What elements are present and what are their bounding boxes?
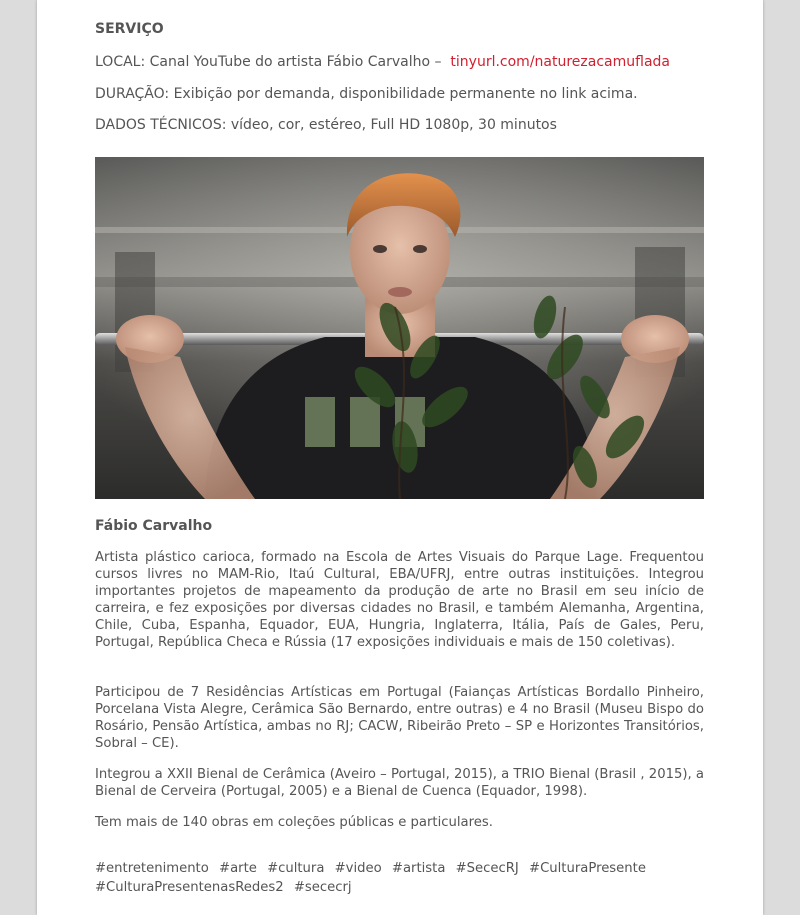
service-heading: SERVIÇO <box>95 21 164 37</box>
article-page <box>37 0 763 915</box>
hashtag[interactable]: #entretenimento <box>95 861 209 876</box>
artist-photo <box>95 157 704 499</box>
local-label: LOCAL: Canal YouTube do artista Fábio Carvalho – <box>95 54 442 70</box>
hashtag[interactable]: #arte <box>219 861 257 876</box>
hashtag[interactable]: #sececrj <box>293 880 352 895</box>
hashtag[interactable]: #cultura <box>267 861 325 876</box>
artist-bio-paragraph-2: Participou de 7 Residências Artísticas em Portugal (Faianças Artísticas Bordallo Pinheiro, Porcelana Vista Alegre, Cerâmica São Bernardo, entre outras) e 4 no Brasil (Museu Bispo do Rosário, Pensão Artística, ambas no RJ; CACW, Ribeirão Preto – SP e Horizontes Transitórios, Sobral – CE). <box>95 685 704 751</box>
artist-name: Fábio Carvalho <box>95 518 213 534</box>
technical-data-line: DADOS TÉCNICOS: vídeo, cor, estéreo, Full HD 1080p, 30 minutos <box>95 117 557 133</box>
duration-line: DURAÇÃO: Exibição por demanda, disponibilidade permanente no link acima. <box>95 86 638 102</box>
local-line <box>95 54 670 70</box>
hashtag[interactable]: #video <box>334 861 382 876</box>
artist-bio-paragraph-3: Integrou a XXII Bienal de Cerâmica (Aveiro – Portugal, 2015), a TRIO Bienal (Brasil , 2015), a Bienal de Cerveira (Portugal, 2005) e a Bienal de Cuenca (Equador, 1998). <box>95 767 704 799</box>
artist-bio-paragraph-4: Tem mais de 140 obras em coleções públicas e particulares. <box>95 815 493 830</box>
artist-bio-paragraph-1: Artista plástico carioca, formado na Escola de Artes Visuais do Parque Lage. Frequentou cursos livres no MAM-Rio, Itaú Cultural, EBA/UFRJ, entre outras instituições. Integrou importantes projetos de mapeamento da produção de arte no Brasil em seu início de carreira, e fez exposições por diversas cidades no Brasil, e também Alemanha, Argentina, Chile, Cuba, Espanha, Equador, EUA, Hungria, Inglaterra, Itália, País de Gales, Peru, Portugal, República Checa e Rússia (17 exposições individuais e mais de 150 coletivas). <box>95 550 704 650</box>
youtube-link[interactable]: tinyurl.com/naturezacamuflada <box>450 54 670 70</box>
hashtag[interactable]: #artista <box>391 861 446 876</box>
hashtag[interactable]: #SececRJ <box>455 861 519 876</box>
hashtag-list <box>95 859 710 897</box>
hashtag[interactable]: #CulturaPresentenasRedes2 <box>95 880 284 895</box>
hashtag[interactable]: #CulturaPresente <box>529 861 646 876</box>
